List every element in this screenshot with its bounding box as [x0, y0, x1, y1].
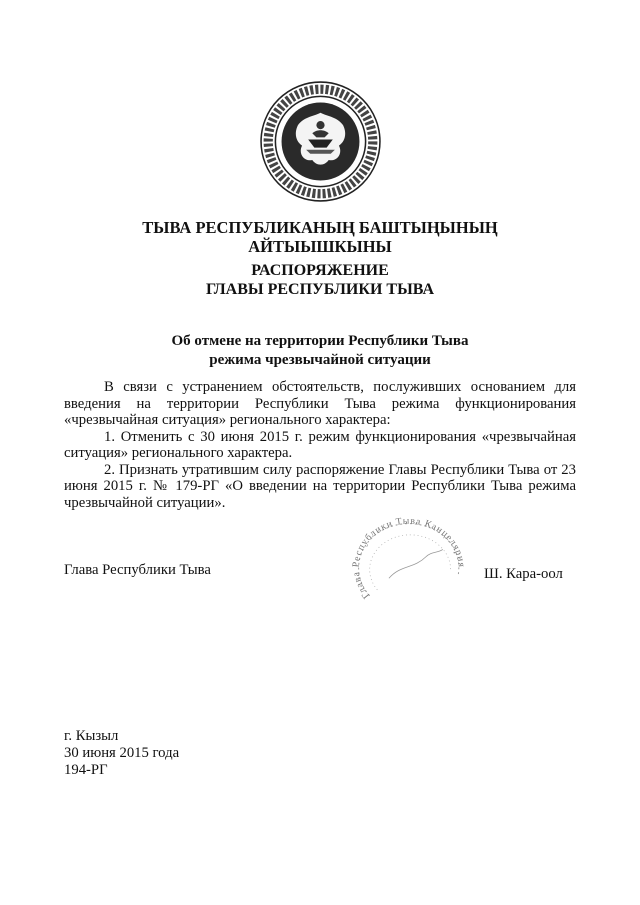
- heading-russian: [0, 261, 640, 299]
- item-2-paragraph: 2. Признать утратившим силу распоряжение Главы Республики Тыва от 23 июня 2015 г. № 179-РГ «О введении на территории Республики Тыва режима чрезвычайной ситуации».: [64, 461, 576, 511]
- subject-line-2: режима чрезвычайной ситуации: [209, 352, 431, 368]
- official-stamp-icon: [349, 507, 477, 613]
- issue-city: г. Кызыл: [64, 728, 119, 744]
- issue-date: 30 июня 2015 года: [64, 745, 180, 761]
- signatory-name: Ш. Кара-оол: [484, 566, 563, 582]
- document-number: 194-РГ: [64, 762, 108, 778]
- tuva-emblem-icon: [259, 80, 382, 203]
- heading-tyva-line-2: АЙТЫЫШКЫНЫ: [248, 237, 392, 256]
- issuer: ГЛАВЫ РЕСПУБЛИКИ ТЫВА: [205, 281, 434, 298]
- item-1-paragraph: 1. Отменить с 30 июня 2015 г. режим функционирования «чрезвычайная ситуация» регионального характера.: [64, 428, 576, 461]
- document-subject: [0, 332, 640, 370]
- subject-line-1: Об отмене на территории Республики Тыва: [171, 333, 469, 349]
- document-type: РАСПОРЯЖЕНИЕ: [251, 262, 389, 279]
- heading-tyva-line-1: ТЫВА РЕСПУБЛИКАНЫҢ БАШТЫҢЫНЫҢ: [142, 218, 498, 237]
- document-footer: [64, 728, 179, 779]
- svg-text:Глава Республики Тыва Канцеляр: Глава Республики Тыва Канцелярия: [350, 515, 467, 601]
- document-body: [64, 379, 576, 511]
- signatory-title: Глава Республики Тыва: [64, 562, 211, 578]
- heading-tyva: [0, 218, 640, 256]
- preamble-paragraph: В связи с устранением обстоятельств, послуживших основанием для введения на территории Республики Тыва режима функционирования «чрезвычайная ситуация» регионального характера:: [64, 379, 576, 428]
